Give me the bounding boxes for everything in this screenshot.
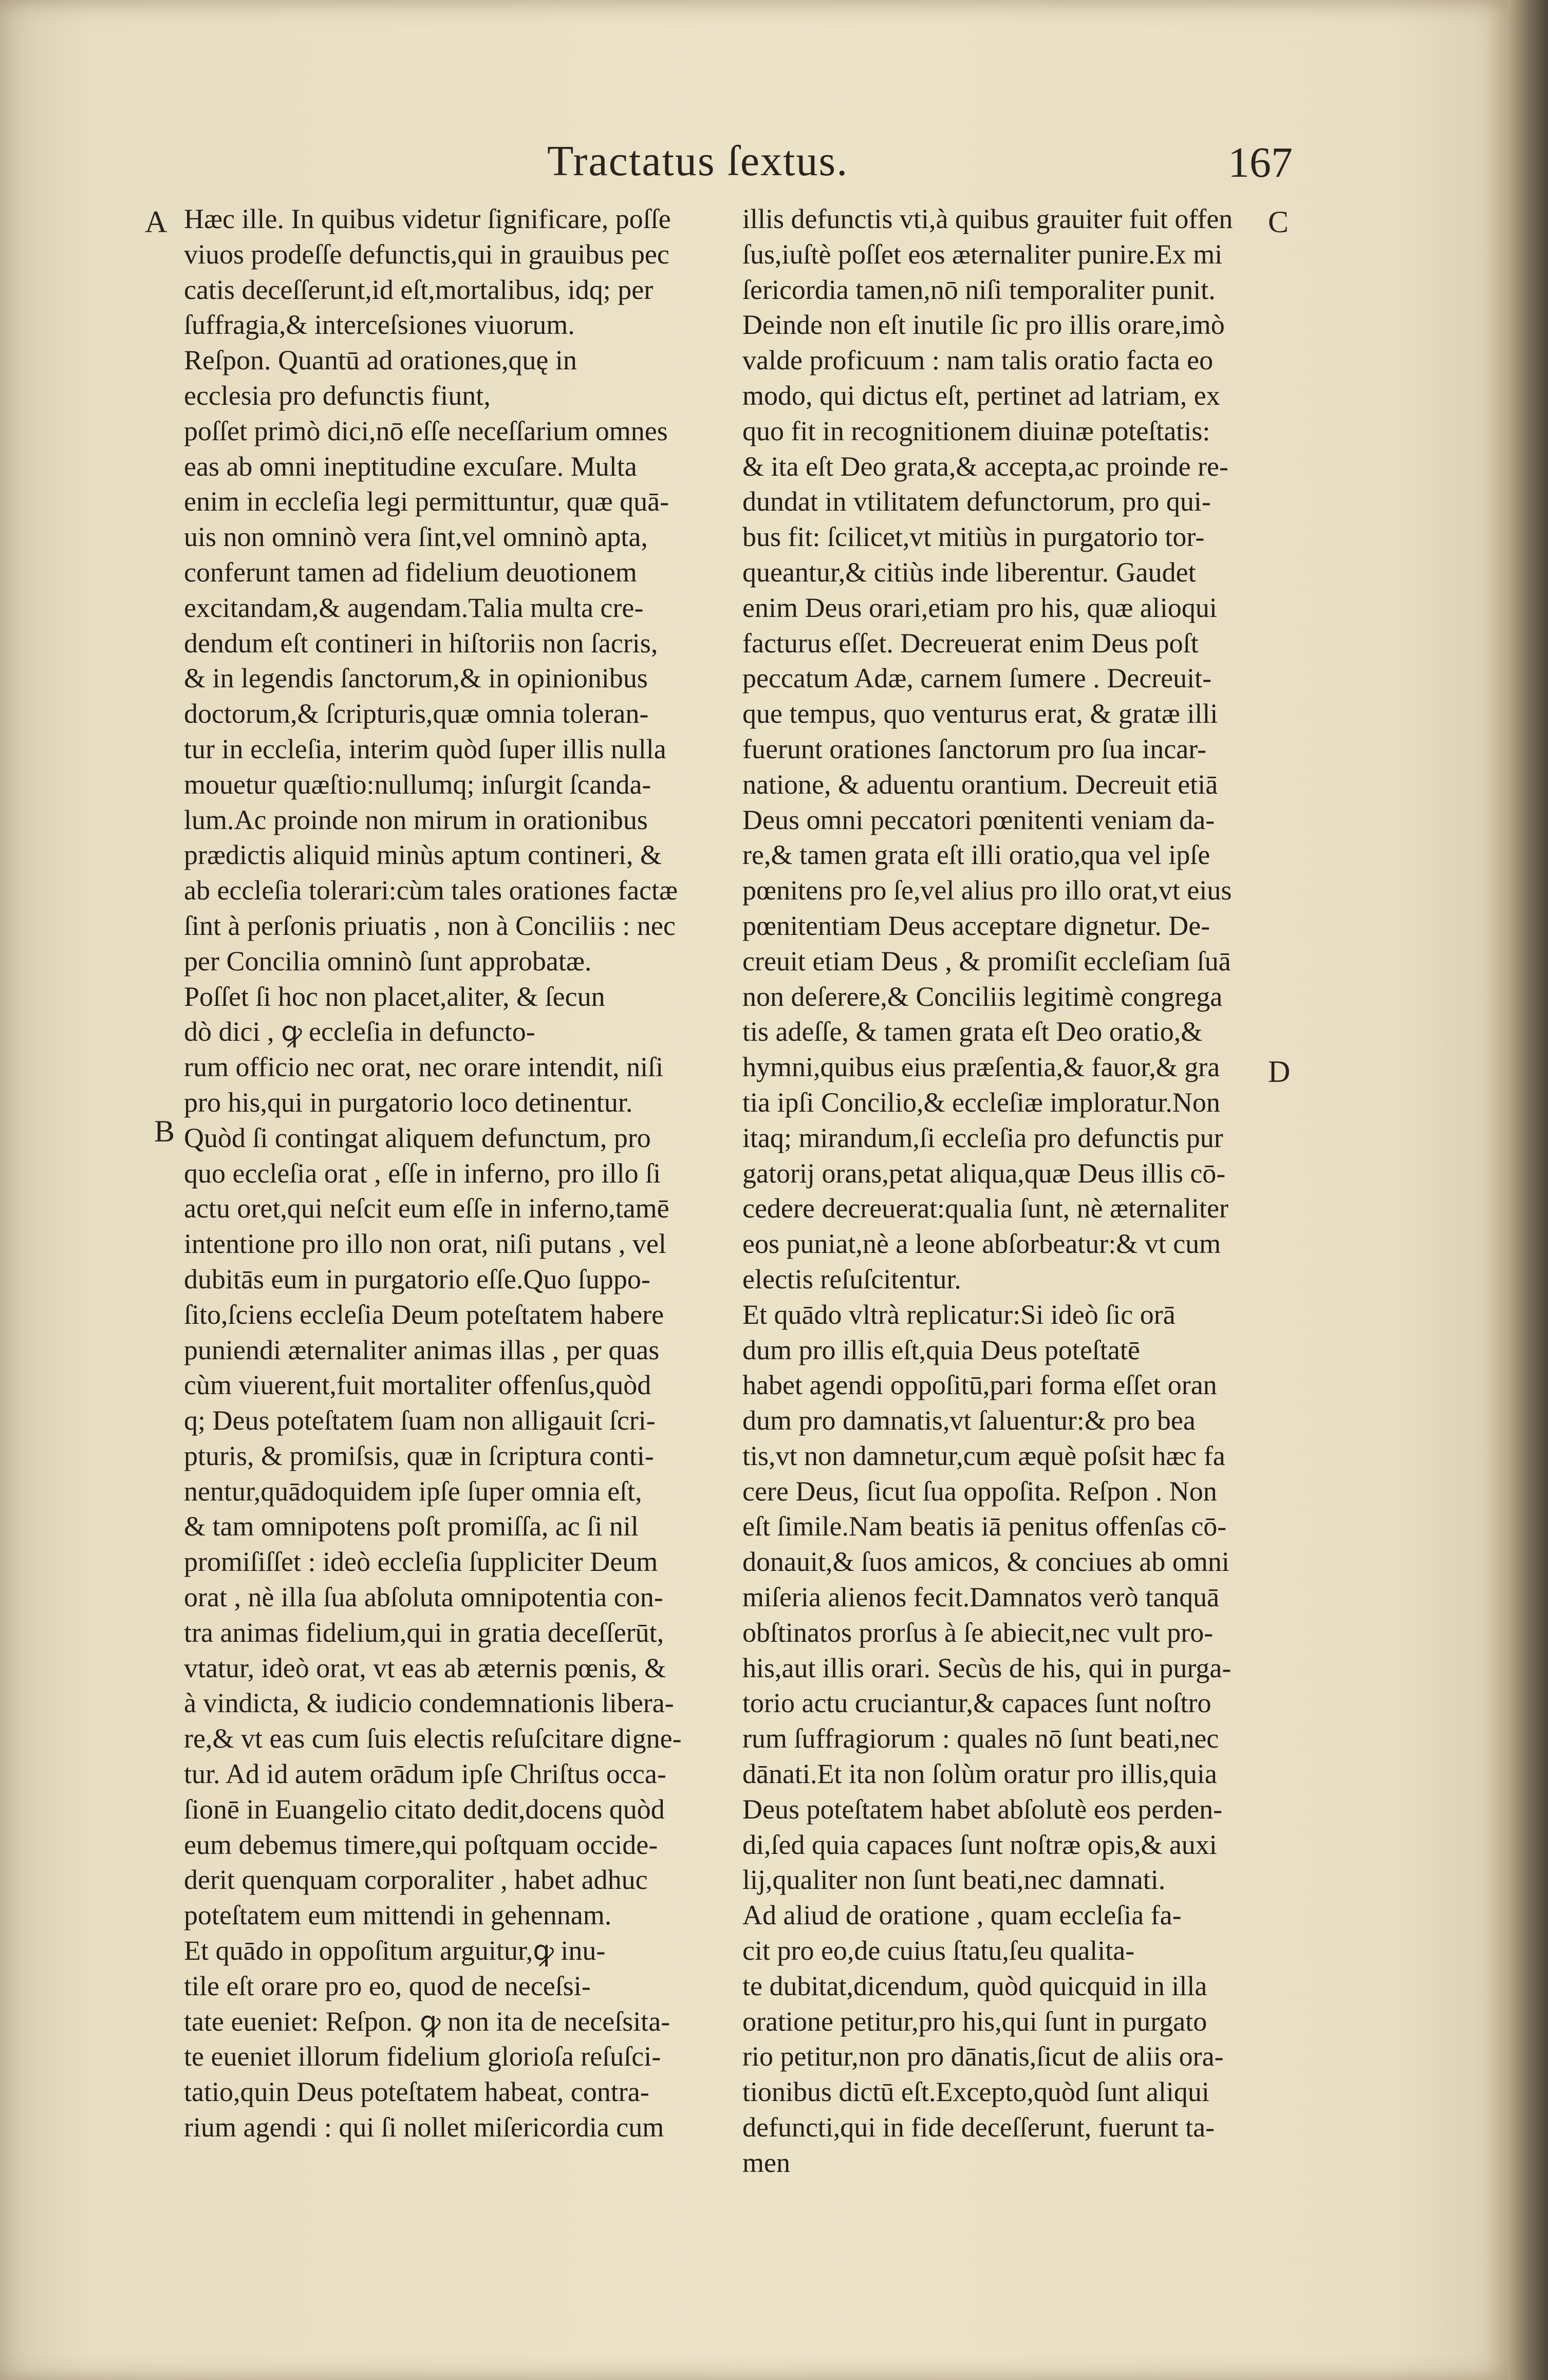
text-line: dum pro illis eſt,quia Deus poteſtatē	[742, 1334, 1140, 1365]
text-line: cedere decreuerat:qualia ſunt, nè æternaliter	[742, 1193, 1228, 1224]
text-line: habet agendi oppoſitū,pari forma eſſet oran	[742, 1370, 1217, 1401]
text-line: non deſerere,& Conciliis legitimè congrega	[742, 981, 1223, 1012]
text-line: queantur,& citiùs inde liberentur. Gaudet	[742, 556, 1196, 588]
text-line: itaq; mirandum,ſi eccleſia pro defunctis pur	[742, 1122, 1223, 1153]
text-line: conferunt tamen ad fidelium deuotionem	[184, 556, 637, 588]
text-line: cùm viuerent,fuit mortaliter offenſus,quòd	[184, 1370, 651, 1401]
text-line: eum debemus timere,qui poſtquam occide-	[184, 1829, 658, 1860]
text-line: dundat in vtilitatem defunctorum, pro qui-	[742, 486, 1211, 517]
text-line: ſint à perſonis priuatis , non à Conciliis : nec	[184, 910, 676, 941]
text-line: bus fit: ſcilicet,vt mitiùs in purgatorio tor-	[742, 521, 1205, 553]
text-line: oratione petitur,pro his,qui ſunt in purgato	[742, 2006, 1207, 2037]
text-line: pturis, & promiſsis, quæ in ſcriptura conti-	[184, 1440, 654, 1471]
text-line: hymni,quibus eius præſentia,& fauor,& gra	[742, 1052, 1220, 1083]
text-line: cere Deus, ſicut ſua oppoſita. Reſpon . Non	[742, 1475, 1217, 1507]
text-line: actu oret,qui neſcit eum eſſe in inferno,tamē	[184, 1193, 669, 1224]
text-line: Deinde non eſt inutile ſic pro illis orare,imò	[742, 309, 1225, 341]
text-line: tra animas fidelium,qui in gratia deceſſerūt,	[184, 1617, 664, 1648]
text-line: tionibus dictū eſt.Excepto,quòd ſunt aliqui	[742, 2076, 1209, 2108]
text-line: dum pro damnatis,vt ſaluentur:& pro bea	[742, 1405, 1196, 1436]
text-line: ecclesia pro defunctis fiunt,	[184, 380, 491, 411]
text-line: re,& vt eas cum ſuis electis reſuſcitare digne-	[184, 1723, 682, 1754]
text-line: Quòd ſi contingat aliquem defunctum, pro	[184, 1122, 651, 1153]
text-line: tia ipſi Concilio,& eccleſiæ imploratur.Non	[742, 1086, 1220, 1118]
text-line: catis deceſſerunt,id eſt,mortalibus, idq; per	[184, 274, 654, 305]
text-line: excitandam,& augendam.Talia multa cre-	[184, 592, 644, 623]
text-line: obſtinatos prorſus à ſe abiecit,nec vult pro-	[742, 1617, 1214, 1648]
text-line: uis non omninò vera ſint,vel omninò apta,	[184, 521, 648, 553]
text-line: pro his,qui in purgatorio loco detinentur.	[184, 1086, 633, 1118]
text-line: pœnitentiam Deus acceptare dignetur. De-	[742, 910, 1210, 941]
text-line: Et quādo vltrà replicatur:Si ideò ſic orā	[742, 1299, 1176, 1330]
text-line: viuos prodeſſe defunctis,qui in grauibus pec	[184, 238, 669, 270]
text-line: miſeria alienos fecit.Damnatos verò tanquā	[742, 1582, 1220, 1613]
text-line: tis adeſſe, & tamen grata eſt Deo oratio,&	[742, 1016, 1203, 1047]
text-line: prædictis aliquid minùs aptum contineri, &	[184, 839, 662, 871]
text-line: vtatur, ideò orat, vt eas ab æternis pœnis, &	[184, 1652, 666, 1683]
text-line: rium agendi : qui ſi nollet miſericordia cum	[184, 2112, 664, 2143]
text-line: quo eccleſia orat , eſſe in inferno, pro illo ſi	[184, 1157, 661, 1189]
text-line: & tam omnipotens poſt promiſſa, ac ſi nil	[184, 1511, 639, 1542]
text-line: lum.Ac proinde non mirum in orationibus	[184, 804, 648, 835]
text-line: modo, qui dictus eſt, pertinet ad latriam, ex	[742, 380, 1220, 411]
text-line: orat , nè illa ſua abſoluta omnipotentia con-	[184, 1582, 663, 1613]
text-line: eſt ſimile.Nam beatis iā penitus offenſas cō-	[742, 1511, 1227, 1542]
text-line: poteſtatem eum mittendi in gehennam.	[184, 1900, 612, 1931]
text-line: illis defunctis vti,à quibus grauiter fuit offen	[742, 203, 1233, 234]
text-line: Hæc ille. In quibus videtur ſignificare, poſſe	[184, 203, 671, 234]
text-line: electis reſuſcitentur.	[742, 1263, 961, 1295]
text-line: ſito,ſciens eccleſia Deum poteſtatem habere	[184, 1299, 664, 1330]
text-line: creuit etiam Deus , & promiſit eccleſiam ſuā	[742, 945, 1231, 977]
marginal-letter-b: B	[154, 1114, 175, 1148]
text-line: promiſiſſet : ideò eccleſia ſuppliciter Deum	[184, 1546, 658, 1578]
text-line: torio actu cruciantur,& capaces ſunt noſtro	[742, 1688, 1211, 1719]
text-line: quo fit in recognitionem diuinæ poteſtatis:	[742, 415, 1210, 446]
text-column-right	[742, 201, 1302, 2181]
text-line: Poſſet ſi hoc non placet,aliter, & ſecun	[184, 981, 605, 1012]
text-line: rum ſuffragiorum : quales nō ſunt beati,nec	[742, 1723, 1219, 1754]
text-line: enim in eccleſia legi permittuntur, quæ quā-	[184, 486, 669, 517]
text-line: tur in eccleſia, interim quòd ſuper illis nulla	[184, 733, 666, 764]
text-line: poſſet primò dici,nō eſſe neceſſarium omnes	[184, 415, 668, 446]
text-line: his,aut illis orari. Secùs de his, qui in purga-	[742, 1652, 1232, 1683]
text-line: q; Deus poteſtatem ſuam non alligauit ſcri-	[184, 1405, 656, 1436]
text-line: rum officio nec orat, nec orare intendit, niſi	[184, 1052, 664, 1083]
marginal-letter-d: D	[1268, 1055, 1291, 1089]
marginal-letter-c: C	[1268, 205, 1289, 239]
text-line: enim Deus orari,etiam pro his, quæ alioqui	[742, 592, 1217, 623]
text-line: Deus omni peccatori pœnitenti veniam da-	[742, 804, 1215, 835]
text-line: mouetur quæſtio:nullumq; inſurgit ſcanda-	[184, 769, 651, 800]
text-line: ſuffragia,& interceſsiones viuorum.	[184, 309, 575, 341]
marginal-letter-a: A	[145, 205, 167, 239]
text-line: gatorij orans,petat aliqua,quæ Deus illis cō-	[742, 1157, 1226, 1189]
text-line: te eueniet illorum fidelium glorioſa reſuſci-	[184, 2041, 661, 2072]
text-line: Reſpon. Quantū ad orationes,quę in	[184, 345, 577, 376]
text-line: men	[742, 2147, 790, 2178]
text-line: cit pro eo,de cuius ſtatu,ſeu qualita-	[742, 1935, 1135, 1966]
text-line: Et quādo in oppoſitum arguitur,ꝙ inu-	[184, 1935, 606, 1966]
text-line: pœnitens pro ſe,vel alius pro illo orat,vt eius	[742, 875, 1232, 906]
text-line: di,ſed quia capaces ſunt noſtræ opis,& auxi	[742, 1829, 1217, 1860]
text-line: tate eueniet: Reſpon. ꝙ non ita de neceſsita-	[184, 2006, 670, 2037]
text-line: natione, & aduentu orantium. Decreuit etiā	[742, 769, 1218, 800]
text-line: dendum eſt contineri in hiſtoriis non ſacris,	[184, 627, 658, 659]
text-line: Ad aliud de oratione , quam eccleſia fa-	[742, 1900, 1182, 1931]
text-line: ſus,iuſtè poſſet eos æternaliter punire.Ex mi	[742, 238, 1223, 270]
text-line: ſionē in Euangelio citato dedit,docens quòd	[184, 1793, 665, 1825]
text-line: dubitās eum in purgatorio eſſe.Quo ſuppo-	[184, 1263, 650, 1295]
text-line: valde proficuum : nam talis oratio facta eo	[742, 345, 1214, 376]
text-line: lij,qualiter non ſunt beati,nec damnati.	[742, 1864, 1166, 1896]
text-line: tis,vt non damnetur,cum æquè poſsit hæc fa	[742, 1440, 1225, 1471]
text-line: doctorum,& ſcripturis,quæ omnia toleran-	[184, 698, 649, 729]
text-line: fuerunt orationes ſanctorum pro ſua incar-	[742, 733, 1207, 764]
text-line: à vindicta, & iudicio condemnationis libera-	[184, 1688, 674, 1719]
text-line: & ita eſt Deo grata,& accepta,ac proinde re-	[742, 451, 1229, 482]
text-line: re,& tamen grata eſt illi oratio,qua vel ipſe	[742, 839, 1210, 871]
text-line: facturus eſſet. Decreuerat enim Deus poſt	[742, 627, 1199, 659]
running-title: Tractatus ſextus.	[547, 137, 849, 185]
text-line: donauit,& ſuos amicos, & conciues ab omni	[742, 1546, 1229, 1578]
text-line: ſericordia tamen,nō niſi temporaliter punit.	[742, 274, 1216, 305]
text-line: defuncti,qui in fide deceſſerunt, fuerunt ta-	[742, 2112, 1215, 2143]
text-line: intentione pro illo non orat, niſi putans , vel	[184, 1228, 666, 1260]
text-line: rio petitur,non pro dānatis,ſicut de aliis ora-	[742, 2041, 1224, 2072]
folio-number: 167	[1228, 139, 1293, 186]
text-line: dò dici , ꝙ eccleſia in defuncto-	[184, 1016, 535, 1047]
text-line: derit quenquam corporaliter , habet adhuc	[184, 1864, 648, 1896]
text-line: ab eccleſia tolerari:cùm tales orationes factæ	[184, 875, 678, 906]
text-line: tur. Ad id autem orādum ipſe Chriſtus occa-	[184, 1758, 666, 1790]
text-line: Deus poteſtatem habet abſolutè eos perden-	[742, 1793, 1223, 1825]
text-line: puniendi æternaliter animas illas , per quas	[184, 1334, 660, 1365]
text-line: que tempus, quo venturus erat, & gratæ illi	[742, 698, 1218, 729]
text-line: tile eſt orare pro eo, quod de neceſsi-	[184, 1970, 591, 2001]
text-column-left	[184, 201, 734, 2145]
text-line: dānati.Et ita non ſolùm oratur pro illis,quia	[742, 1758, 1217, 1790]
text-line: per Concilia omninò ſunt approbatæ.	[184, 945, 592, 977]
text-line: te dubitat,dicendum, quòd quicquid in illa	[742, 1970, 1207, 2001]
text-line: eas ab omni ineptitudine excuſare. Multa	[184, 451, 637, 482]
leaf-edge-shadow	[1508, 0, 1548, 2380]
text-line: & in legendis ſanctorum,& in opinionibus	[184, 663, 648, 694]
text-line: peccatum Adæ, carnem ſumere . Decreuit-	[742, 663, 1212, 694]
text-line: eos puniat,nè a leone abſorbeatur:& vt cum	[742, 1228, 1221, 1260]
text-line: tatio,quin Deus poteſtatem habeat, contra-	[184, 2076, 649, 2108]
text-line: nentur,quādoquidem ipſe ſuper omnia eſt,	[184, 1475, 642, 1507]
